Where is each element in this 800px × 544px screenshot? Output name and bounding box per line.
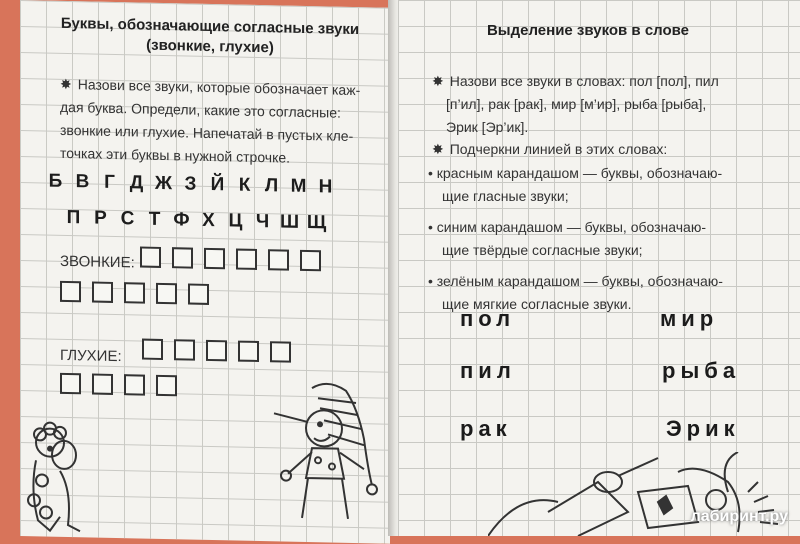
- voiced-label: ЗВОНКИЕ:: [60, 252, 135, 272]
- answer-box[interactable]: [268, 249, 289, 270]
- letter: Ш: [279, 211, 300, 233]
- answer-box[interactable]: [92, 374, 113, 395]
- answer-box[interactable]: [236, 249, 257, 270]
- poodle-illustration: [20, 420, 100, 538]
- word-rak: рак: [460, 416, 512, 441]
- answer-box[interactable]: [156, 283, 177, 304]
- bullet-item: • зелёным карандашом — буквы, обозначаю-: [428, 273, 723, 289]
- word-pil: пил: [460, 358, 516, 383]
- answer-box[interactable]: [140, 247, 161, 268]
- letter: Н: [318, 176, 333, 198]
- answer-box[interactable]: [142, 339, 163, 360]
- bullet-item: • синим карандашом — буквы, обозначаю-: [428, 219, 707, 235]
- answer-box[interactable]: [60, 281, 81, 302]
- answer-box[interactable]: [300, 250, 321, 271]
- answer-box[interactable]: [92, 282, 113, 303]
- letter: С: [120, 208, 135, 230]
- answer-box[interactable]: [206, 340, 227, 361]
- voiced-boxes-row-1: [140, 247, 321, 272]
- voiceless-label: ГЛУХИЕ:: [60, 346, 122, 366]
- left-title-line1: Буквы, обозначающие согласные звуки: [60, 14, 360, 39]
- letter: Ж: [154, 172, 173, 195]
- answer-box[interactable]: [60, 373, 81, 394]
- left-title-line2: (звонкие, глухие): [146, 36, 274, 57]
- letter: Б: [48, 170, 63, 192]
- letter: М: [290, 175, 307, 197]
- left-page: [20, 0, 390, 544]
- star-icon: ✸: [432, 141, 444, 157]
- answer-box[interactable]: [156, 375, 177, 396]
- answer-box[interactable]: [124, 282, 145, 303]
- answer-box[interactable]: [270, 341, 291, 362]
- answer-box[interactable]: [238, 341, 259, 362]
- word-ryba: рыба: [662, 358, 741, 383]
- letter: Ч: [255, 210, 270, 233]
- right-page: [398, 0, 800, 536]
- star-icon: ✸: [432, 73, 444, 89]
- right-title: Выделение звуков в слове: [486, 22, 690, 39]
- bullet-item-cont: щие гласные звуки;: [442, 188, 569, 204]
- letter: Л: [264, 175, 279, 197]
- letter: К: [238, 174, 251, 196]
- consonants-row-2: [60, 207, 330, 235]
- answer-box[interactable]: [172, 247, 193, 268]
- answer-box[interactable]: [174, 339, 195, 360]
- letter: Ц: [228, 210, 243, 232]
- letter: Т: [148, 208, 161, 230]
- bullet-item-cont: щие твёрдые согласные звуки;: [442, 242, 643, 258]
- answer-box[interactable]: [188, 284, 209, 305]
- letter: Й: [210, 173, 225, 196]
- letter: П: [66, 206, 81, 229]
- left-instruction: ✸ Назови все звуки, которые обозначает каж- дая буква. Определи, какие это согласные: звонкие или глухие. Напечатай в пустых кле- точках эти буквы в нужной строчке.: [60, 75, 361, 166]
- voiceless-boxes-row-2: [60, 373, 177, 396]
- answer-box[interactable]: [204, 248, 225, 269]
- star-icon: ✸: [60, 75, 72, 93]
- bullet-item-cont: щие мягкие согласные звуки.: [442, 296, 632, 312]
- word-mir: мир: [660, 306, 719, 331]
- letter: Щ: [306, 212, 327, 234]
- task2-intro: ✸ Подчеркни линией в этих словах:: [432, 141, 668, 157]
- answer-box[interactable]: [124, 374, 145, 395]
- letter: В: [75, 171, 90, 193]
- word-pol: пол: [460, 306, 516, 331]
- bullet-item: • красным карандашом — буквы, обозначаю-: [428, 165, 723, 181]
- bullet-list: [428, 162, 723, 316]
- letter: Ф: [173, 209, 190, 231]
- letter: З: [184, 173, 197, 195]
- task1-text: ✸ Назови все звуки в словах: пол [пол], пил [п’ил], рак [рак], мир [м’ир], рыба [рыба], Эрик [Эр’ик].: [432, 73, 719, 135]
- pinocchio-illustration: [268, 377, 388, 544]
- letter: Г: [104, 171, 115, 193]
- voiced-boxes-row-2: [60, 281, 209, 305]
- consonants-row-1: [42, 170, 339, 198]
- letter: Д: [129, 172, 144, 194]
- watermark: лабиринт.ру: [690, 508, 788, 525]
- letter: Х: [202, 209, 215, 232]
- letter: Р: [94, 207, 107, 229]
- voiceless-boxes-row-1: [142, 339, 291, 363]
- word-erik: Эрик: [666, 416, 740, 441]
